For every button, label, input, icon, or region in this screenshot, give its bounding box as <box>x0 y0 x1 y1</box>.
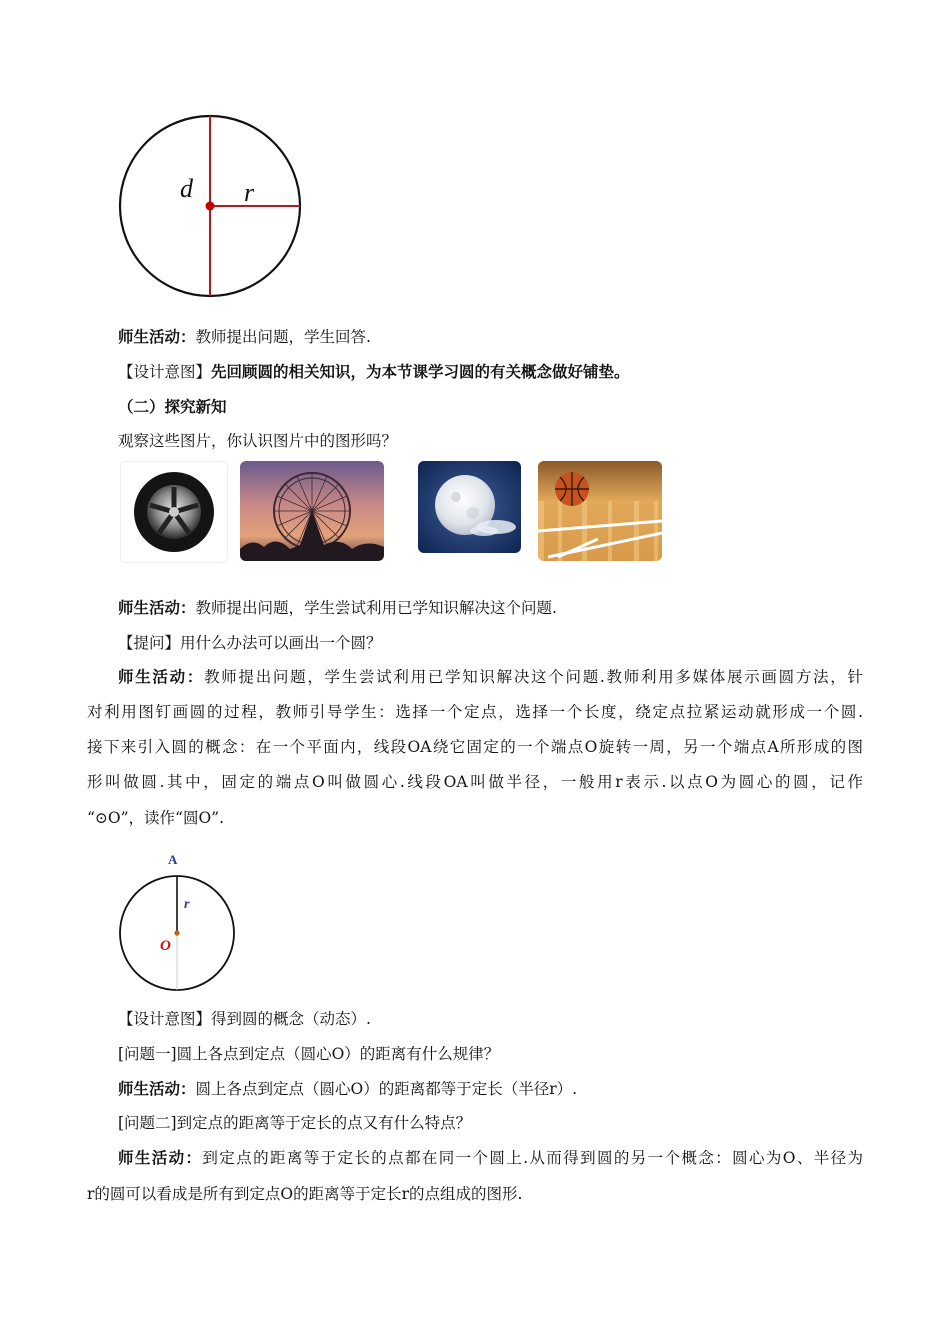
activity-text: 教师提出问题，学生回答. <box>195 328 371 346</box>
photo-moon <box>418 461 521 553</box>
circle-diameter-radius-figure <box>110 108 310 304</box>
photo-wheel <box>120 461 228 563</box>
section-heading: （二）探究新知 <box>118 397 227 416</box>
paragraph-observe: 观察这些图片，你认识图片中的图形吗？ <box>118 432 398 450</box>
paragraph-teacher-activity-3-line3: 接下来引入圆的概念：在一个平面内，线段OA绕它固定的一个端点O旋转一周，另一个端点A所形成的图 <box>87 738 863 756</box>
paragraph-question: 【提问】用什么办法可以画出一个圆？ <box>118 634 382 652</box>
label-o: O <box>160 938 171 954</box>
photo-ferris-wheel <box>240 461 384 561</box>
paragraph-teacher-activity-3-line5: “⊙O”，读作“圆O”. <box>87 809 225 827</box>
paragraph-teacher-activity-5-line1 <box>118 1147 863 1169</box>
center-point <box>174 930 179 935</box>
paragraph-teacher-activity-4 <box>118 1078 577 1100</box>
paragraph-teacher-activity-3-line4: 形叫做圆.其中，固定的端点O叫做圆心.线段OA叫做半径，一般用r表示.以点O为圆心的圆，记作 <box>87 773 863 791</box>
paragraph-question-2: [问题二]到定点的距离等于定长的点又有什么特点？ <box>118 1114 472 1132</box>
activity-text: 教师提出问题，学生尝试利用已学知识解决这个问题. <box>195 599 557 617</box>
paragraph-teacher-activity-2 <box>118 597 557 619</box>
ferris-wheel-icon <box>240 461 384 561</box>
activity-text: 圆上各点到定点（圆心O）的距离都等于定长（半径r）. <box>195 1080 578 1098</box>
activity-lead: 师生活动： <box>118 1148 203 1167</box>
label-r: r <box>244 178 255 207</box>
paragraph-teacher-activity-3-line2: 对利用图钉画圆的过程，教师引导学生：选择一个定点，选择一个长度，绕定点拉紧运动就形成一个圆. <box>87 703 863 721</box>
paragraph-teacher-activity-3-line1 <box>118 666 863 688</box>
photo-basketball <box>538 461 662 561</box>
moon-icon <box>418 461 521 553</box>
paragraph-teacher-activity-5-line2: r的圆可以看成是所有到定点O的距离等于定长r的点组成的图形. <box>87 1185 523 1203</box>
activity-lead: 师生活动： <box>118 327 196 346</box>
activity-text: 教师提出问题，学生尝试利用已学知识解决这个问题.教师利用多媒体展示画圆方法，针 <box>204 668 863 686</box>
wheel-icon <box>121 462 227 562</box>
label-d: d <box>180 174 193 203</box>
activity-lead: 师生活动： <box>118 598 196 617</box>
circle-o-radius-figure <box>110 848 245 998</box>
paragraph-teacher-activity-1 <box>118 326 371 348</box>
paragraph-design-intent-1 <box>118 361 630 383</box>
paragraph-design-intent-2: 【设计意图】得到圆的概念（动态）. <box>118 1010 371 1028</box>
basketball-icon <box>538 461 662 561</box>
design-intent-text: 先回顾圆的相关知识，为本节课学习圆的有关概念做好铺垫。 <box>211 362 630 381</box>
design-intent-bracket: 【设计意图】 <box>118 363 212 381</box>
activity-text: 到定点的距离等于定长的点都在同一个圆上.从而得到圆的另一个概念：圆心为O、半径为 <box>202 1149 863 1167</box>
activity-lead: 师生活动： <box>118 667 205 686</box>
activity-lead: 师生活动： <box>118 1079 196 1098</box>
label-r: r <box>184 897 190 912</box>
center-point <box>206 202 215 211</box>
label-a: A <box>168 852 178 867</box>
paragraph-question-1: [问题一]圆上各点到定点（圆心O）的距离有什么规律？ <box>118 1045 500 1063</box>
